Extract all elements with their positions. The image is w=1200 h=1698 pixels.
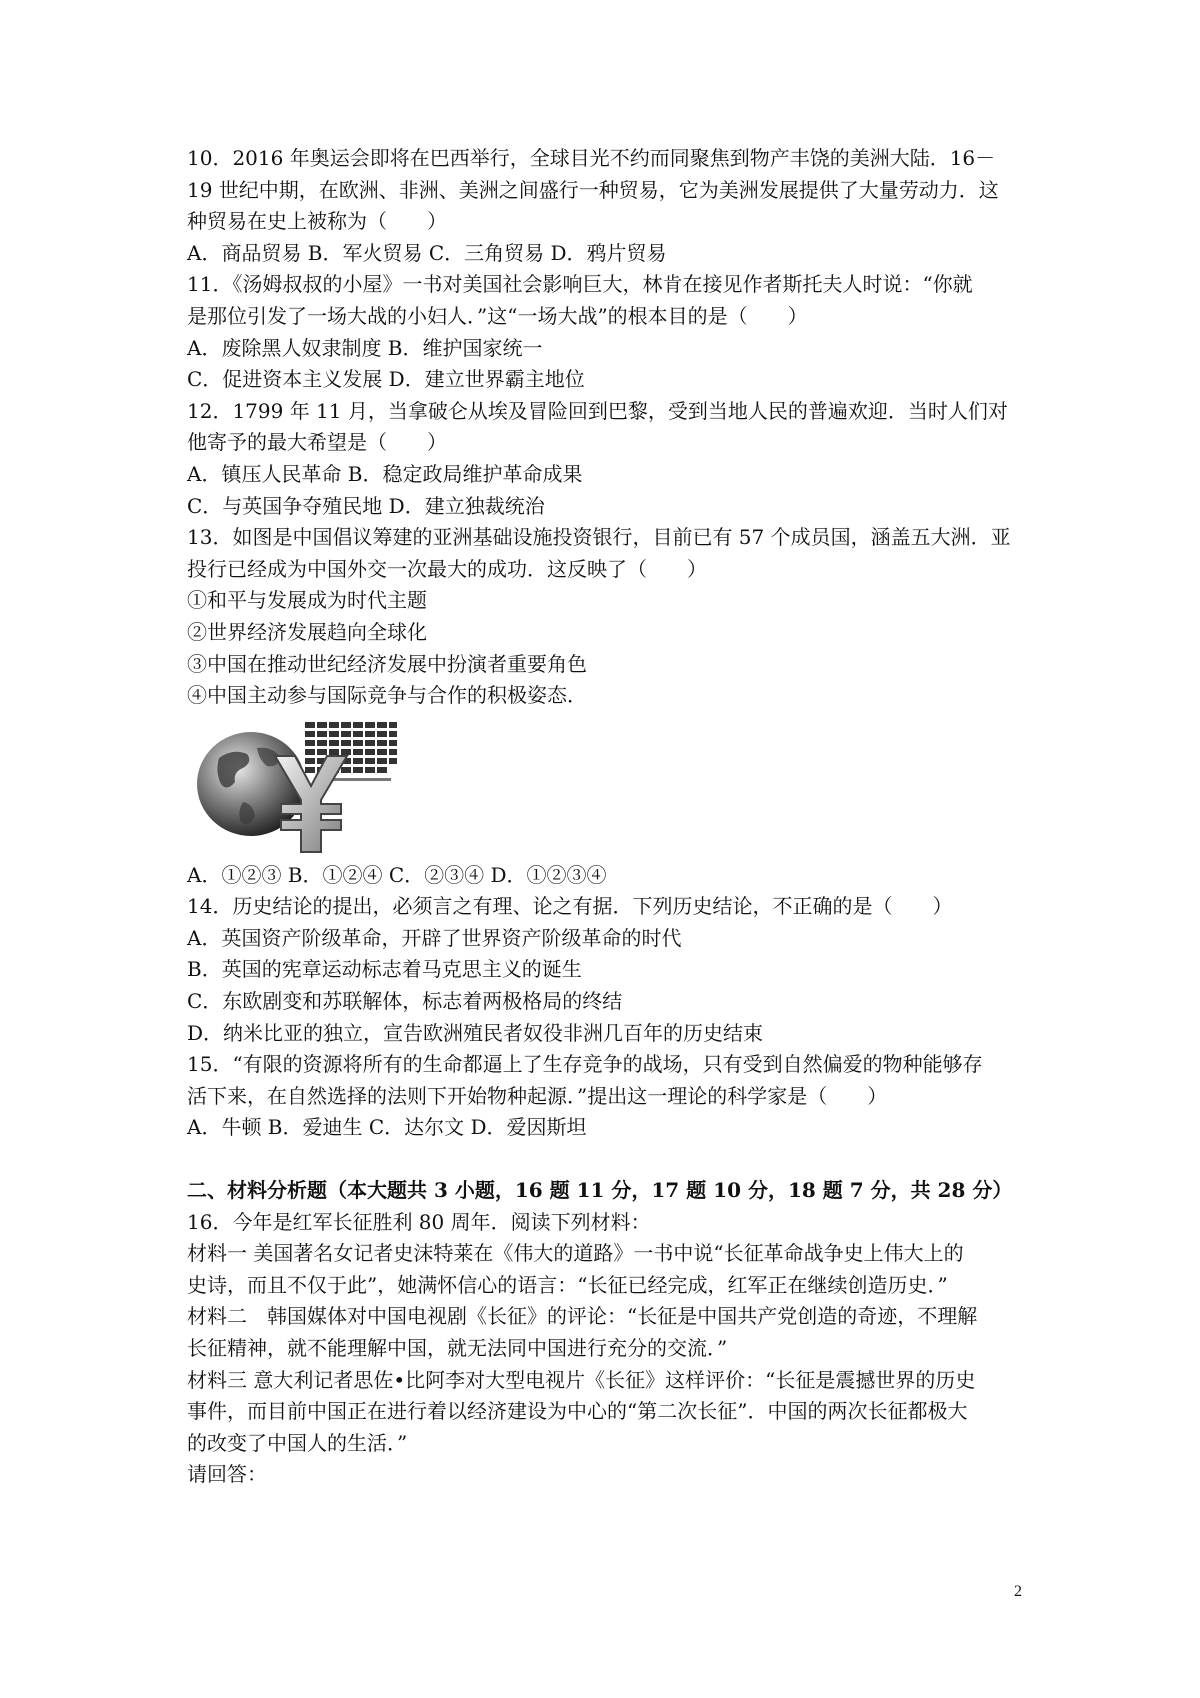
answer-prompt: 请回答： (187, 1462, 267, 1487)
material-2-line-1: 材料二 韩国媒体对中国电视剧《长征》的评论：“长征是中国共产党创造的奇迹，不理解 (187, 1304, 978, 1329)
question-11-line-1: 11．《汤姆叔叔的小屋》一书对美国社会影响巨大，林肯在接见作者斯托夫人时说：“你就 (187, 272, 973, 297)
question-12-options-cd: C．与英国争夺殖民地 D．建立独裁统治 (187, 493, 545, 518)
material-2-line-2: 长征精神，就不能理解中国，就无法同中国进行充分的交流．” (187, 1336, 728, 1360)
question-11-options-ab: A．废除黑人奴隶制度 B．维护国家统一 (187, 335, 543, 360)
aiib-globe-yuan-image (191, 718, 401, 856)
question-10-line-2: 19 世纪中期，在欧洲、非洲、美洲之间盛行一种贸易，它为美洲发展提供了大量劳动力．这 (187, 177, 999, 202)
question-13-statement-1: ①和平与发展成为时代主题 (187, 588, 427, 613)
question-15-line-1: 15．“有限的资源将所有的生命都逼上了生存竞争的战场，只有受到自然偏爱的物种能够存 (187, 1052, 983, 1077)
question-13-statement-3: ③中国在推动世纪经济发展中扮演者重要角色 (187, 651, 587, 676)
question-14-line-1: 14．历史结论的提出，必须言之有理、论之有据．下列历史结论，不正确的是（ ） (187, 894, 953, 919)
question-13-line-1: 13．如图是中国倡议筹建的亚洲基础设施投资银行，目前已有 57 个成员国，涵盖五大洲．亚 (187, 525, 1011, 550)
material-1-line-1: 材料一 美国著名女记者史沫特莱在《伟大的道路》一书中说“长征革命战争史上伟大上的 (187, 1241, 964, 1266)
question-13 (187, 522, 1037, 891)
question-13-statement-2: ②世界经济发展趋向全球化 (187, 619, 427, 644)
page-content (187, 143, 1037, 1491)
question-12 (187, 396, 1037, 522)
question-11 (187, 269, 1037, 395)
section-2-heading: 二、材料分析题（本大题共 3 小题，16 题 11 分，17 题 10 分，18 题 7 分，共 28 分） (187, 1178, 1013, 1203)
question-10 (187, 143, 1037, 269)
question-15-options: A．牛顿 B．爱迪生 C．达尔文 D．爱因斯坦 (187, 1115, 587, 1140)
question-14-option-b: B．英国的宪章运动标志着马克思主义的诞生 (187, 957, 582, 982)
question-15-line-2: 活下来，在自然选择的法则下开始物种起源．”提出这一理论的科学家是（ ） (187, 1083, 888, 1108)
page-number: 2 (1014, 1583, 1022, 1600)
question-16 (187, 1207, 1037, 1491)
material-1-line-2: 史诗，而且不仅于此”，她满怀信心的语言：“长征已经完成，红军正在继续创造历史．” (187, 1272, 948, 1297)
question-13-statement-4: ④中国主动参与国际竞争与合作的积极姿态． (187, 683, 587, 708)
question-15 (187, 1049, 1037, 1144)
question-13-line-2: 投行已经成为中国外交一次最大的成功．这反映了（ ） (187, 556, 707, 581)
question-11-line-2: 是那位引发了一场大战的小妇人．”这“一场大战”的根本目的是（ ） (187, 303, 808, 328)
question-13-options: A．①②③ B．①②④ C．②③④ D．①②③④ (187, 862, 607, 887)
question-14-option-d: D．纳米比亚的独立，宣告欧洲殖民者奴役非洲几百年的历史结束 (187, 1020, 764, 1045)
question-12-options-ab: A．镇压人民革命 B．稳定政局维护革命成果 (187, 461, 583, 486)
question-10-line-3: 种贸易在史上被称为（ ） (187, 209, 447, 234)
material-3-line-1: 材料三 意大利记者思佐•比阿李对大型电视片《长征》这样评价：“长征是震撼世界的历史 (187, 1367, 976, 1392)
material-3-line-3: 的改变了中国人的生活．” (187, 1430, 408, 1455)
aiib-figure (191, 718, 401, 856)
question-11-options-cd: C．促进资本主义发展 D．建立世界霸主地位 (187, 367, 585, 392)
question-10-options: A．商品贸易 B．军火贸易 C．三角贸易 D．鸦片贸易 (187, 240, 667, 265)
material-3-line-2: 事件，而目前中国正在进行着以经济建设为中心的“第二次长征”．中国的两次长征都极大 (187, 1399, 968, 1424)
question-14-option-a: A．英国资产阶级革命，开辟了世界资产阶级革命的时代 (187, 925, 682, 950)
question-14-option-c: C．东欧剧变和苏联解体，标志着两极格局的终结 (187, 989, 623, 1014)
question-16-intro: 16．今年是红军长征胜利 80 周年．阅读下列材料： (187, 1209, 651, 1234)
question-14 (187, 891, 1037, 1049)
question-12-line-1: 12．1799 年 11 月，当拿破仑从埃及冒险回到巴黎，受到当地人民的普遍欢迎．当时人们对 (187, 398, 1008, 423)
question-10-line-1: 10．2016 年奥运会即将在巴西举行，全球目光不约而同聚焦到物产丰饶的美洲大陆．16－ (187, 146, 996, 170)
question-12-line-2: 他寄予的最大希望是（ ） (187, 430, 447, 455)
